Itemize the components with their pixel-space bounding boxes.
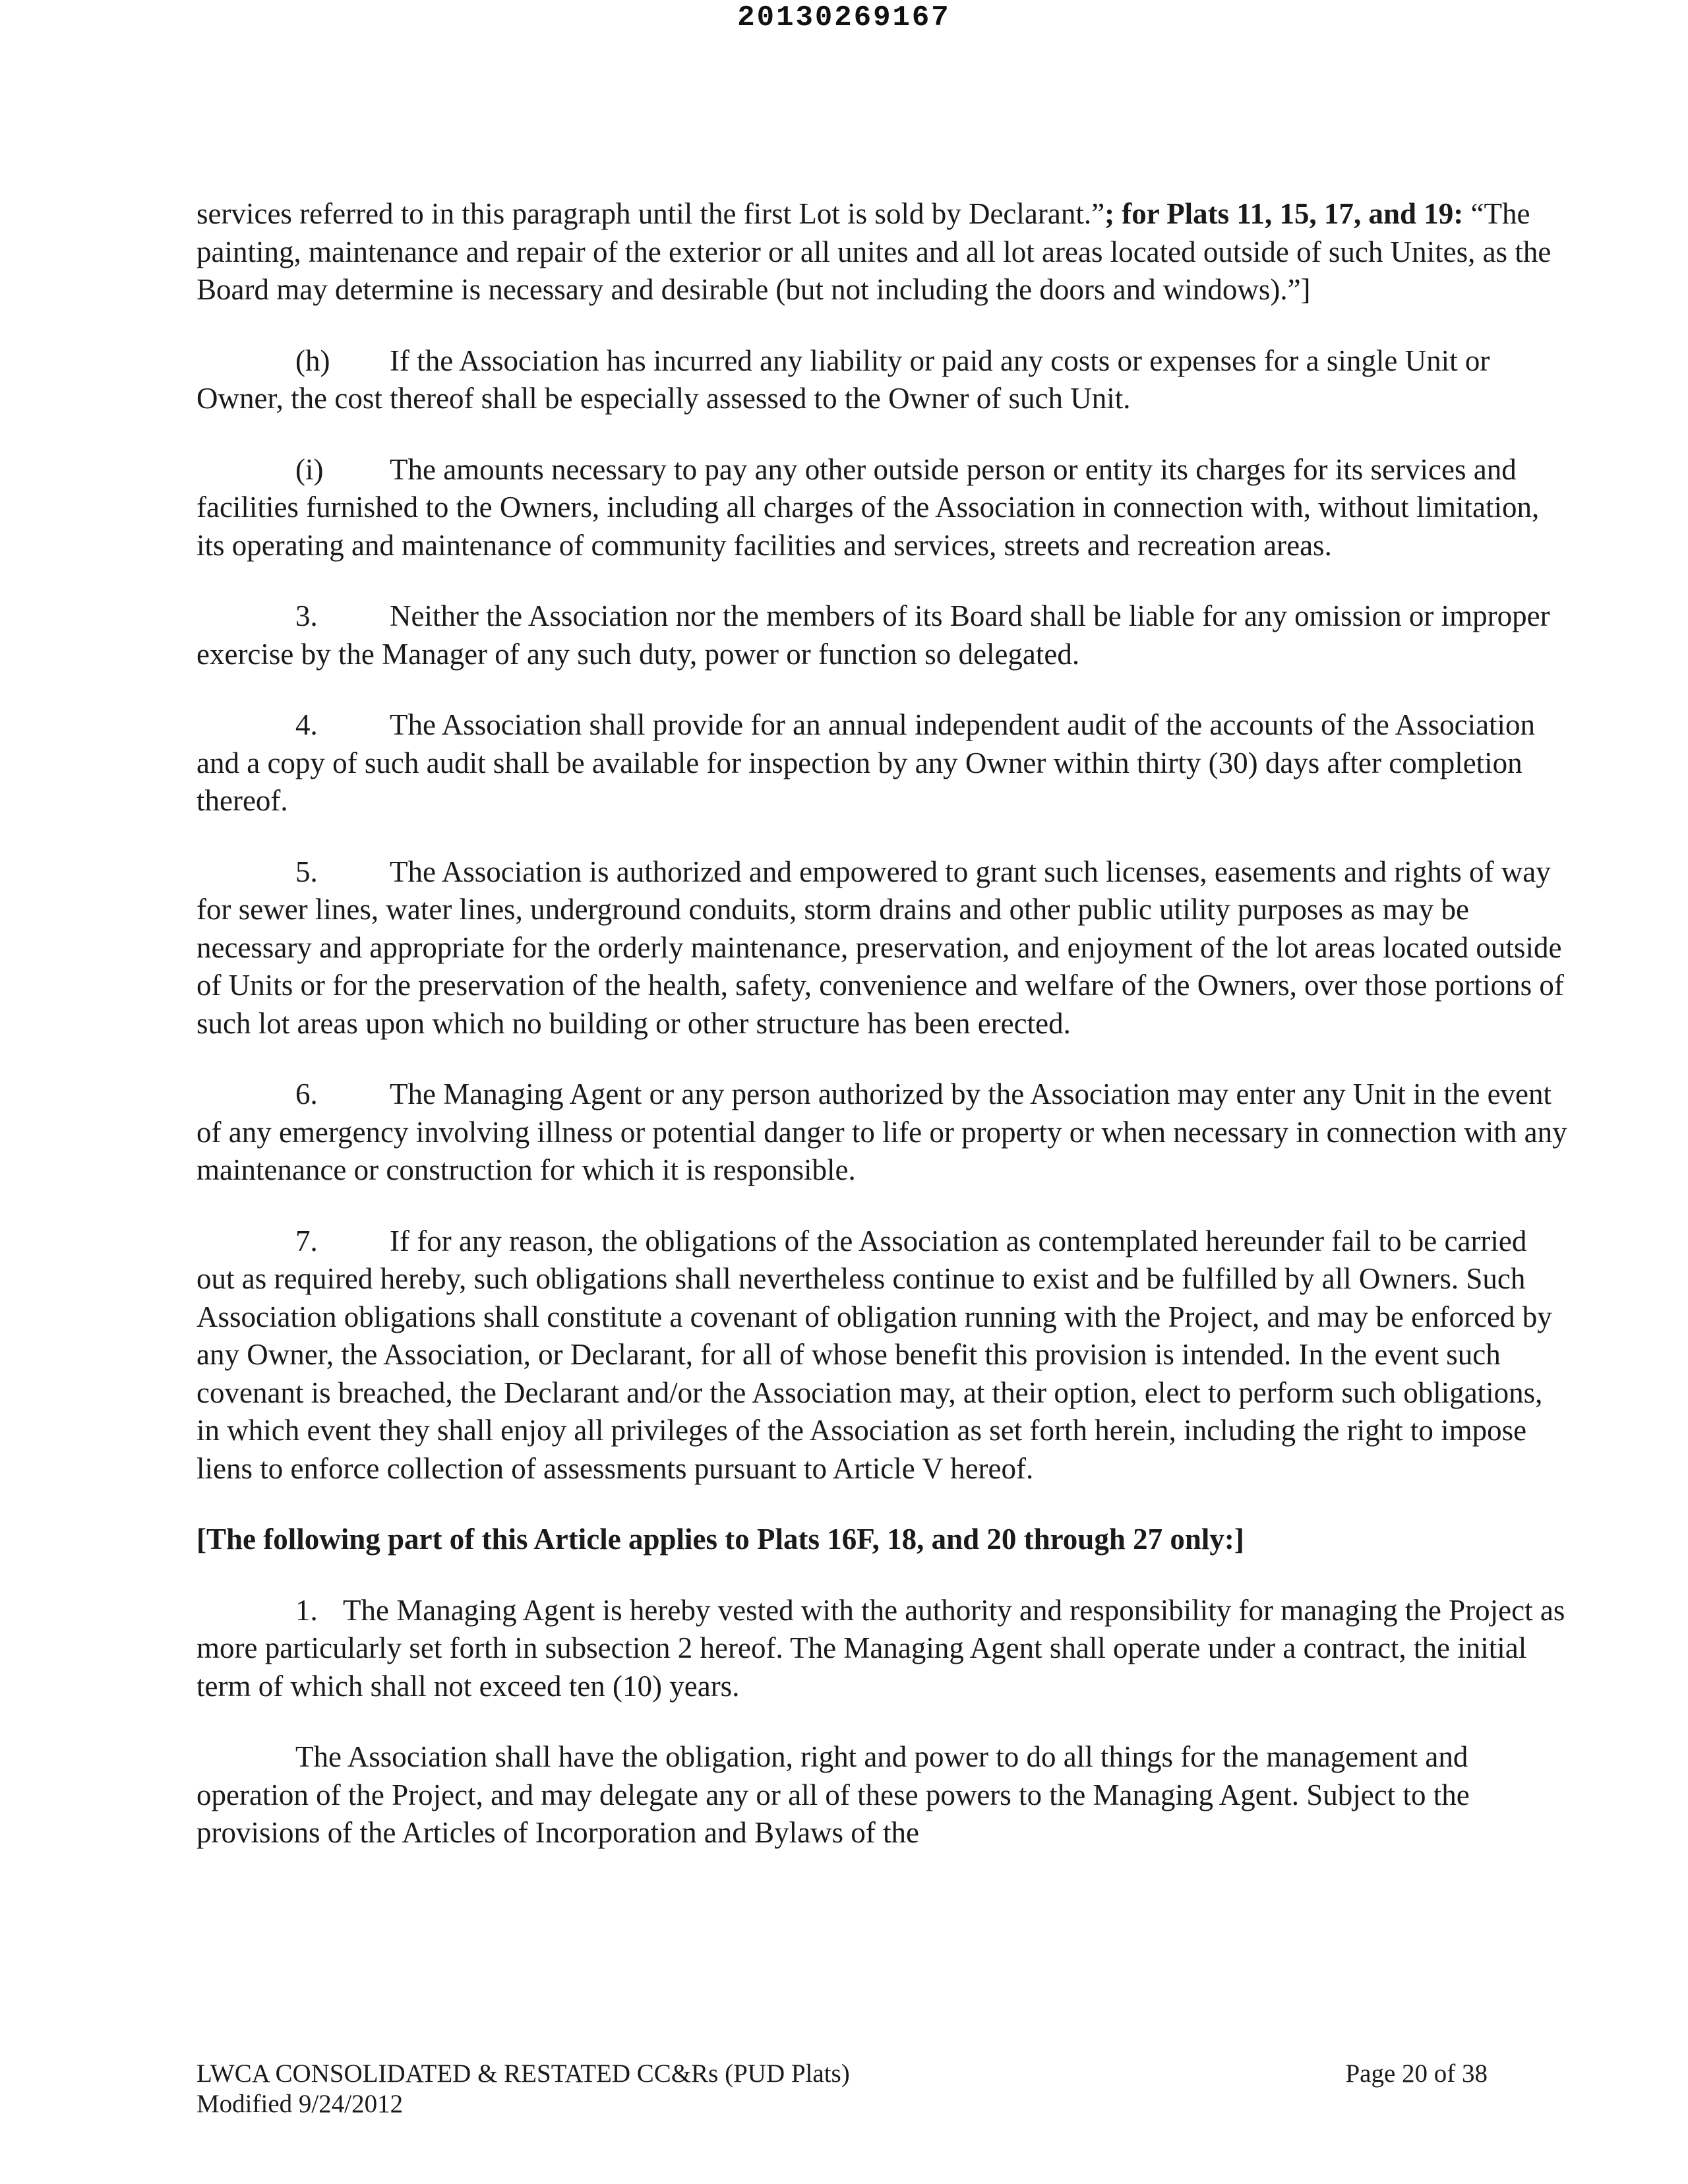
section-3 (196, 597, 1568, 673)
document-body (196, 195, 1568, 1885)
paragraph-number: (h) (295, 344, 330, 377)
section-text: If for any reason, the obligations of the Association as contemplated hereunder fail to be carried out as required hereby, such obligations shall nevertheless continue to exist and be fulfilled by all Owners. Such Association obligations shall constitute a covenant of obligation running with the Project, and may be enforced by any Owner, the Association, or Declarant, for all of whose benefit this provision is intended. In the event such covenant is breached, the Declarant and/or the Association may, at their option, elect to perform such obligations, in which event they shall enjoy all privileges of the Association as set forth herein, including the right to impose liens to enforce collection of assessments pursuant to Article V hereof. (196, 1224, 1552, 1485)
footer-title: LWCA CONSOLIDATED & RESTATED CC&Rs (PUD Plats) (196, 2059, 850, 2088)
section-text: The Association is authorized and empowered to grant such licenses, easements and rights of way for sewer lines, water lines, underground conduits, storm drains and other public utility purposes as may be necessary and appropriate for the orderly maintenance, preservation, and enjoyment of the lot areas located outside of Units or for the preservation of the health, safety, convenience and welfare of the Owners, over those portions of such lot areas upon which no building or other structure has been erected. (196, 855, 1564, 1040)
section-number: 3. (295, 599, 318, 632)
footer-left (196, 2059, 850, 2119)
section-number: 7. (295, 1224, 318, 1258)
paragraph-text: If the Association has incurred any liability or paid any costs or expenses for a single Unit or Owner, the cost thereof shall be especially assessed to the Owner of such Unit. (196, 344, 1490, 415)
subsection-number: 1. (295, 1593, 318, 1627)
last-paragraph: The Association shall have the obligation, right and power to do all things for the management and operation of the Project, and may delegate any or all of these powers to the Managing Agent. Subject to the provisions of the Articles of Incorporation and Bylaws of the (196, 1740, 1470, 1849)
footer-modified-date: Modified 9/24/2012 (196, 2090, 404, 2118)
section-4 (196, 706, 1568, 820)
paragraph-text: The amounts necessary to pay any other outside person or entity its charges for its services and facilities furnished to the Owners, including all charges of the Association in connection with, without limitation, its operating and maintenance of community facilities and services, streets and recreation areas. (196, 452, 1540, 562)
section-5 (196, 853, 1568, 1043)
plats-bold-label: ; for Plats 11, 15, 17, and 19: (1104, 197, 1464, 230)
continued-paragraph (196, 195, 1568, 309)
page-number: Page 20 of 38 (1345, 2059, 1488, 2088)
section-text: The Association shall provide for an annual independent audit of the accounts of the Association and a copy of such audit shall be available for inspection by any Owner within thirty (30) days after completion thereof. (196, 708, 1536, 817)
continued-text-2: “The painting, maintenance and repair of the exterior or all unites and all lot areas located outside of such Unites, as the Board may determine is necessary and desirable (but not including the doors and windows).”] (196, 197, 1552, 306)
continued-text: services referred to in this paragraph until the first Lot is sold by Declarant.” (196, 197, 1105, 230)
paragraph-h (196, 342, 1568, 418)
section-text: The Managing Agent or any person authorized by the Association may enter any Unit in the event of any emergency involving illness or potential danger to life or property or when necessary in connection with any maintenance or construction for which it is responsible. (196, 1077, 1567, 1186)
paragraph-i (196, 451, 1568, 565)
plats-heading: [The following part of this Article applies to Plats 16F, 18, and 20 through 27 only:] (196, 1523, 1244, 1556)
paragraph-number: (i) (295, 452, 324, 486)
section-7 (196, 1223, 1568, 1488)
document-number: 20130269167 (737, 1, 951, 34)
subsection-text: The Managing Agent is hereby vested with the authority and responsibility for managing the Project as more particularly set forth in subsection 2 hereof. The Managing Agent shall operate under a contract, the initial term of which shall not exceed ten (10) years. (196, 1593, 1565, 1703)
section-6 (196, 1076, 1568, 1190)
subsection-1 (196, 1592, 1568, 1706)
section-number: 4. (295, 708, 318, 741)
section-text: Neither the Association nor the members of its Board shall be liable for any omission or improper exercise by the Manager of any such duty, power or function so delegated. (196, 599, 1550, 671)
section-number: 6. (295, 1077, 318, 1110)
section-number: 5. (295, 855, 318, 888)
